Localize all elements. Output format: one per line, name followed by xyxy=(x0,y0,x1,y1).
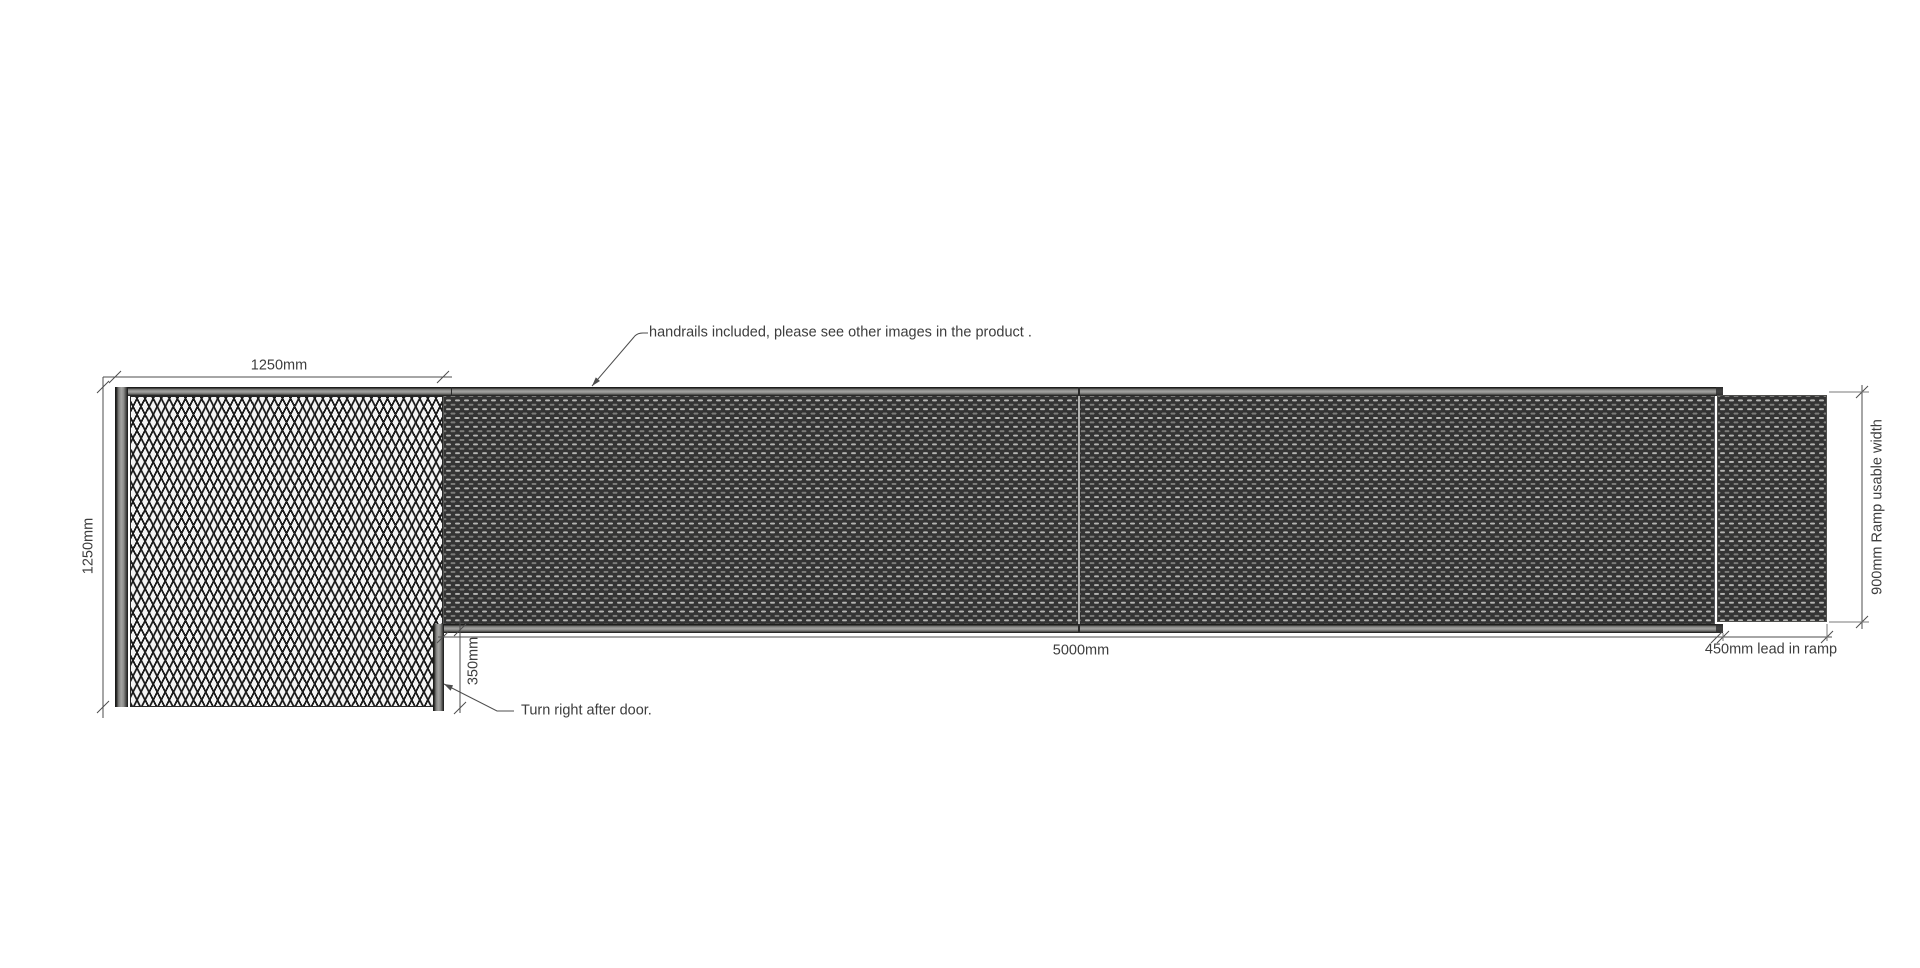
turn-leader-arrow-icon xyxy=(444,684,453,691)
dimension-lines xyxy=(97,371,1869,718)
dim-lead-in-label: 450mm lead in ramp xyxy=(1704,641,1838,658)
turn-leader-line xyxy=(444,684,514,711)
dim-usable-width-label: 900mm Ramp usable width xyxy=(1869,419,1886,595)
dim-door-offset-label: 350mm xyxy=(465,636,482,686)
handrails-leader-line xyxy=(592,333,648,386)
dim-ramp-length-label: 5000mm xyxy=(1052,642,1110,659)
handrails-note: handrails included, please see other images in the product . xyxy=(649,324,1032,341)
dim-platform-width-label: 1250mm xyxy=(250,357,308,374)
turn-right-note: Turn right after door. xyxy=(521,702,652,719)
dim-platform-depth-label: 1250mm xyxy=(80,517,97,575)
